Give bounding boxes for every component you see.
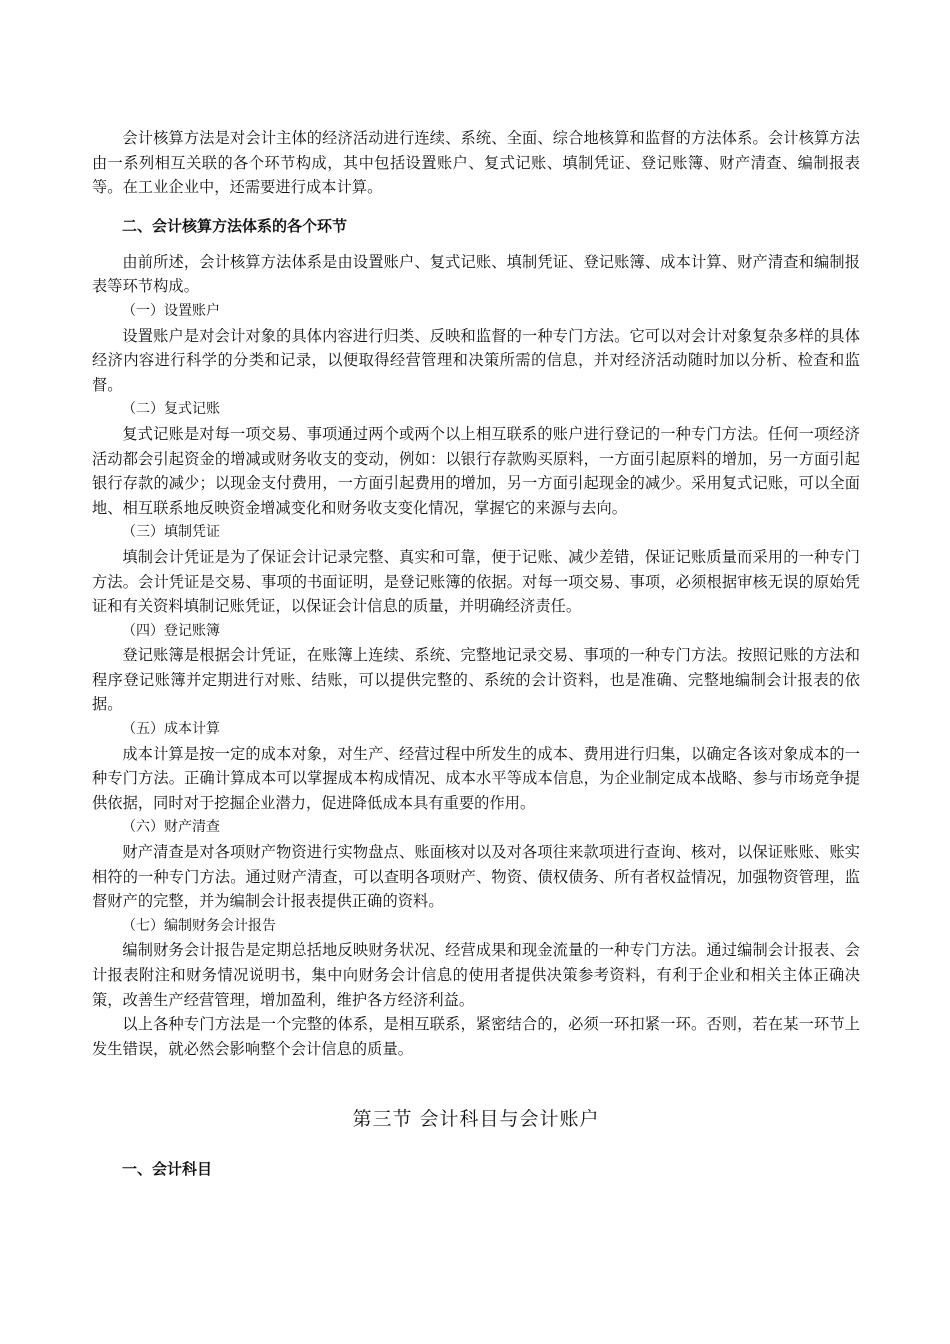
item-body-ledgers: 登记账簿是根据会计凭证，在账簿上连续、系统、完整地记录交易、事项的一种专门方法。按照记账的方法和程序登记账簿并定期进行对账、结账，可以提供完整的、系统的会计资料，也是准确、完整地编制会计报表的依据。 [92,646,860,714]
item-title-costing: （五）成本计算 [122,721,220,738]
section-title: 第三节 会计科目与会计账户 [352,1108,600,1131]
item-title-accounts: （一）设置账户 [122,302,220,319]
section-heading-methods-links: 二、会计核算方法体系的各个环节 [122,216,348,235]
item-body-vouchers: 填制会计凭证是为了保证会计记录完整、真实和可靠，便于记账、减少差错，保证记账质量而采用的一种专门方法。会计凭证是交易、事项的书面证明，是登记账簿的依据。对每一项交易、事项，必须根据审核无误的原始凭证和有关资料填制记账凭证，以保证会计信息的质量，并明确经济责任。 [92,547,860,616]
section-intro-paragraph: 由前所述，会计核算方法体系是由设置账户、复式记账、填制凭证、登记账簿、成本计算、财产清查和编制报表等环节构成。 [92,252,860,296]
item-title-ledgers: （四）登记账簿 [122,622,220,639]
item-title-vouchers: （三）填制凭证 [122,524,220,541]
intro-paragraph: 会计核算方法是对会计主体的经济活动进行连续、系统、全面、综合地核算和监督的方法体系。会计核算方法由一系列相互关联的各个环节构成，其中包括设置账户、复式记账、填制凭证、登记账簿、财产清查、编制报表等。在工业企业中，还需要进行成本计算。 [92,129,860,197]
item-body-accounts: 设置账户是对会计对象的具体内容进行归类、反映和监督的一种专门方法。它可以对会计对象复杂多样的具体经济内容进行科学的分类和记录，以便取得经营管理和决策所需的信息，并对经济活动随时加以分析、检查和监督。 [92,326,860,394]
item-title-reports: （七）编制财务会计报告 [122,917,276,934]
section-heading-accounting-subjects: 一、会计科目 [122,1160,213,1179]
item-body-inventory: 财产清查是对各项财产物资进行实物盘点、账面核对以及对各项往来款项进行查询、核对，以保证账账、账实相符的一种专门方法。通过财产清查，可以查明各项财产、物资、债权债务、所有者权益情况，加强物资管理，监督财产的完整，并为编制会计报表提供正确的资料。 [92,843,860,911]
item-title-inventory: （六）财产清查 [122,819,220,836]
document-page [92,126,860,1179]
item-title-double-entry: （二）复式记账 [122,401,220,418]
item-body-reports: 编制财务会计报告是定期总括地反映财务状况、经营成果和现金流量的一种专门方法。通过编制会计报表、会计报表附注和财务情况说明书，集中向财务会计信息的使用者提供决策参考资料，有利于企业和相关主体正确决策，改善生产经营管理，增加盈利，维护各方经济利益。 [92,941,860,1009]
item-body-double-entry: 复式记账是对每一项交易、事项通过两个或两个以上相互联系的账户进行登记的一种专门方法。任何一项经济活动都会引起资金的增减或财务收支的变动，例如：以银行存款购买原料，一方面引起原料的增加，另一方面引起银行存款的减少；以现金支付费用，一方面引起费用的增加，另一方面引起现金的减少。采用复式记账，可以全面地、相互联系地反映资金增减变化和财务收支变化情况，掌握它的来源与去向。 [92,424,860,517]
conclusion-paragraph: 以上各种专门方法是一个完整的体系，是相互联系，紧密结合的，必须一环扣紧一环。否则，若在某一环节上发生错误，就必然会影响整个会计信息的质量。 [92,1015,860,1058]
item-body-costing: 成本计算是按一定的成本对象，对生产、经营过程中所发生的成本、费用进行归集，以确定各该对象成本的一种专门方法。正确计算成本可以掌握成本构成情况、成本水平等成本信息，为企业制定成本战略、参与市场竞争提供依据，同时对于挖掘企业潜力，促进降低成本具有重要的作用。 [92,744,860,812]
